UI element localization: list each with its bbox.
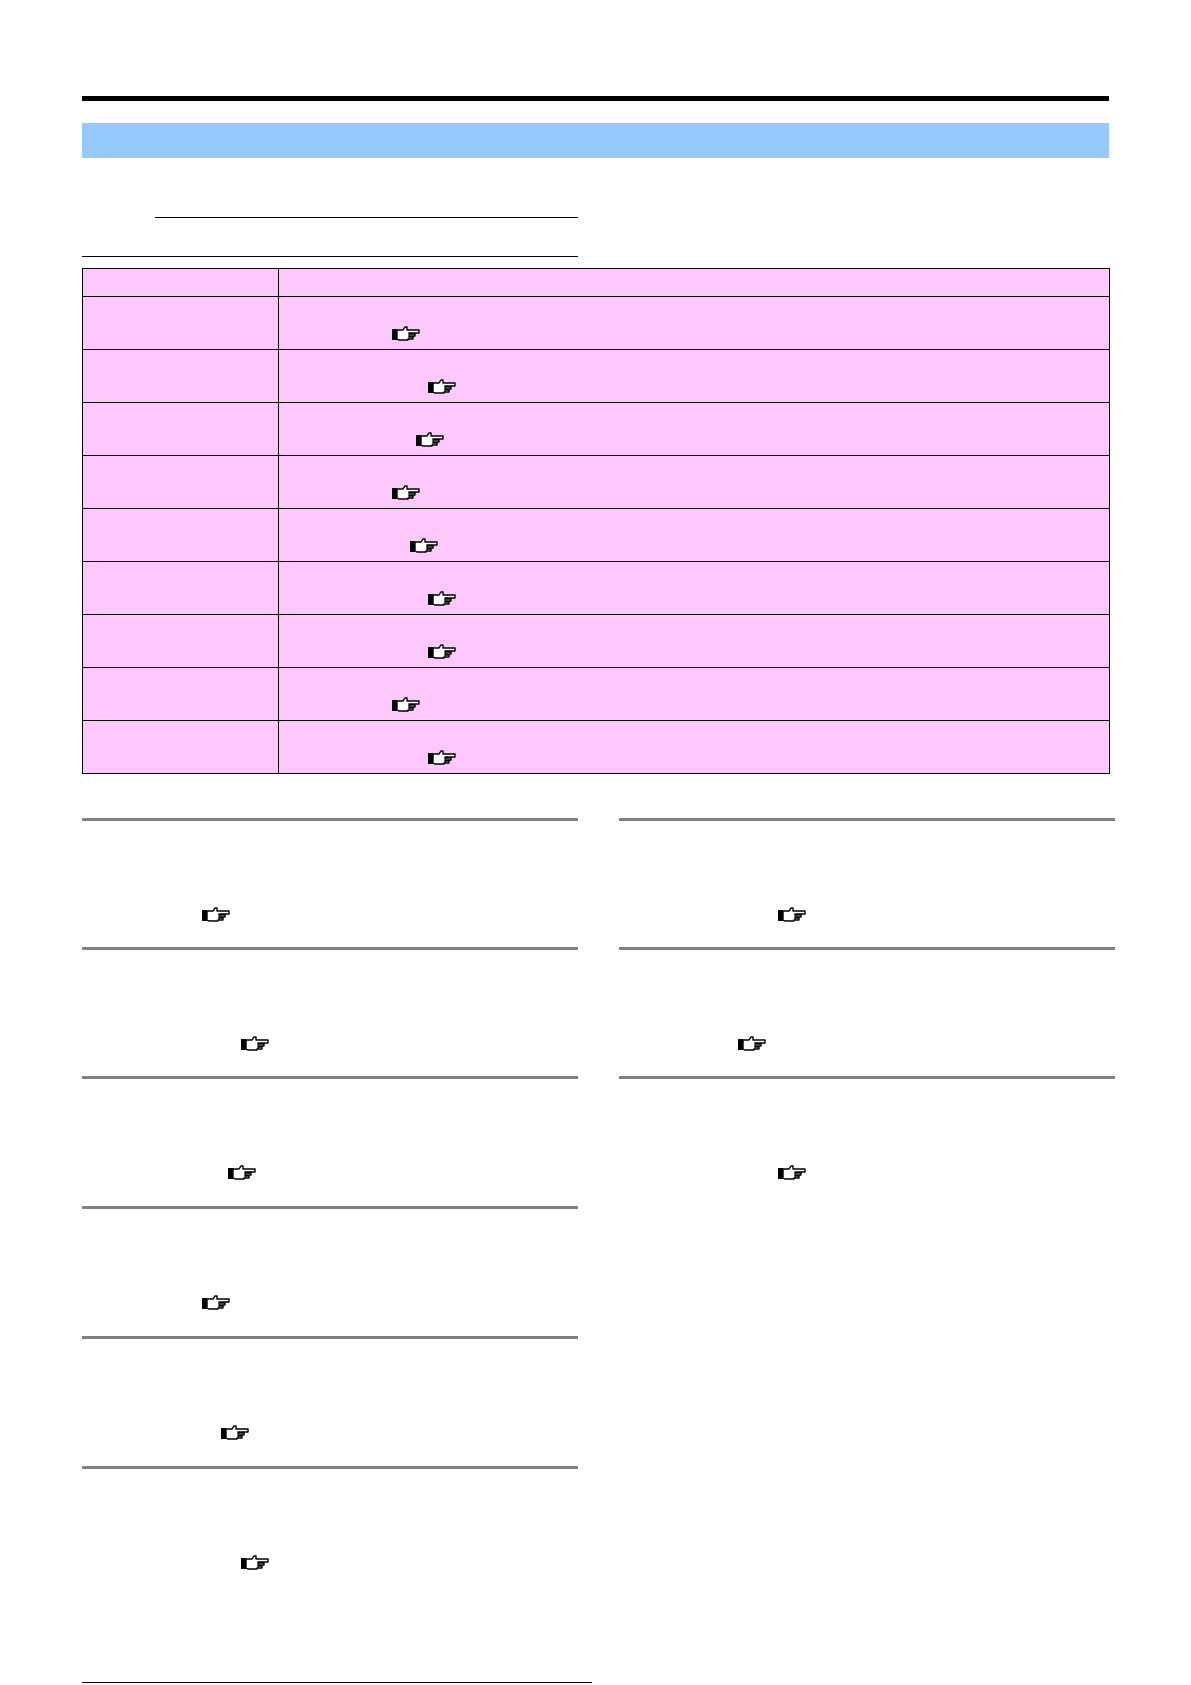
topic-reference [240, 1035, 270, 1058]
topic-reference [227, 1164, 257, 1187]
topic-section [82, 1206, 578, 1334]
pointing-hand-icon [201, 906, 231, 924]
table-cell-label [83, 562, 279, 615]
table-row [83, 562, 1110, 615]
row-description [279, 721, 1109, 729]
table-cell-description [279, 403, 1110, 456]
table-row [83, 403, 1110, 456]
topic-section [82, 1336, 578, 1464]
table-header-cell [279, 269, 1110, 297]
pointing-hand-icon [415, 431, 445, 449]
pointing-hand-icon [240, 1554, 270, 1572]
pointing-hand-icon [220, 1424, 250, 1442]
pointing-hand-icon [240, 1035, 270, 1053]
topic-reference [201, 1294, 231, 1317]
table-cell-description [279, 615, 1110, 668]
topic-reference [201, 906, 231, 929]
pointing-hand-icon [409, 537, 439, 555]
pointing-hand-icon [227, 1164, 257, 1182]
pointing-hand-icon [737, 1035, 767, 1053]
row-reference [427, 590, 457, 611]
row-label [83, 615, 278, 623]
topic-section [619, 1076, 1115, 1204]
topic-section [619, 818, 1115, 946]
pointing-hand-icon [427, 590, 457, 608]
section-title [82, 130, 92, 150]
row-description [279, 403, 1109, 411]
row-description [279, 297, 1109, 305]
table-row [83, 456, 1110, 509]
pointing-hand-icon [427, 643, 457, 661]
row-label [83, 562, 278, 570]
row-description [279, 456, 1109, 464]
row-reference [427, 749, 457, 770]
topic-section [82, 1076, 578, 1204]
table-cell-label [83, 456, 279, 509]
pointing-hand-icon [201, 1294, 231, 1312]
topic-reference [220, 1424, 250, 1447]
topic-reference [777, 1164, 807, 1187]
table-cell-label [83, 615, 279, 668]
row-reference [409, 537, 439, 558]
row-label [83, 456, 278, 464]
table-cell-label [83, 509, 279, 562]
table-row [83, 297, 1110, 350]
row-reference [427, 643, 457, 664]
footer-rule [82, 1682, 592, 1683]
topic-reference [777, 906, 807, 929]
section-title-bar [82, 123, 1109, 158]
section-divider [82, 1336, 578, 1339]
row-reference [415, 431, 445, 452]
table-row [83, 509, 1110, 562]
row-reference [391, 325, 421, 346]
table-header-cell [83, 269, 279, 297]
pointing-hand-icon [391, 696, 421, 714]
pointing-hand-icon [777, 1164, 807, 1182]
section-divider [619, 818, 1115, 821]
header-rule [82, 96, 1109, 101]
table-cell-label [83, 350, 279, 403]
row-label [83, 668, 278, 676]
topic-section [82, 1466, 578, 1594]
table-caption-rule [82, 256, 578, 257]
row-label [83, 721, 278, 729]
table-row [83, 668, 1110, 721]
table-header-row [83, 269, 1110, 297]
table-cell-label [83, 721, 279, 774]
section-divider [619, 1076, 1115, 1079]
table-row [83, 350, 1110, 403]
row-description [279, 615, 1109, 623]
topic-reference [737, 1035, 767, 1058]
table-cell-description [279, 668, 1110, 721]
table-cell-label [83, 403, 279, 456]
row-description [279, 509, 1109, 517]
pointing-hand-icon [427, 378, 457, 396]
row-label [83, 509, 278, 517]
row-description [279, 350, 1109, 358]
row-reference [427, 378, 457, 399]
row-description [279, 562, 1109, 570]
topic-reference [240, 1554, 270, 1577]
section-divider [82, 1466, 578, 1469]
pointing-hand-icon [777, 906, 807, 924]
section-divider [619, 947, 1115, 950]
table-row [83, 615, 1110, 668]
pointing-hand-icon [391, 484, 421, 502]
table-cell-description [279, 509, 1110, 562]
topic-section [619, 947, 1115, 1075]
section-divider [82, 818, 578, 821]
section-divider [82, 947, 578, 950]
row-description [279, 668, 1109, 676]
intro-underline [155, 217, 578, 218]
table-cell-description [279, 297, 1110, 350]
row-label [83, 297, 278, 305]
row-label [83, 350, 278, 358]
table-cell-label [83, 297, 279, 350]
table-cell-description [279, 350, 1110, 403]
reference-table [82, 268, 1110, 774]
table-cell-description [279, 456, 1110, 509]
row-reference [391, 696, 421, 717]
table-cell-description [279, 562, 1110, 615]
table-row [83, 721, 1110, 774]
topic-section [82, 947, 578, 1075]
row-reference [391, 484, 421, 505]
topic-section [82, 818, 578, 946]
pointing-hand-icon [391, 325, 421, 343]
section-divider [82, 1076, 578, 1079]
section-divider [82, 1206, 578, 1209]
pointing-hand-icon [427, 749, 457, 767]
table-cell-description [279, 721, 1110, 774]
table-cell-label [83, 668, 279, 721]
row-label [83, 403, 278, 411]
